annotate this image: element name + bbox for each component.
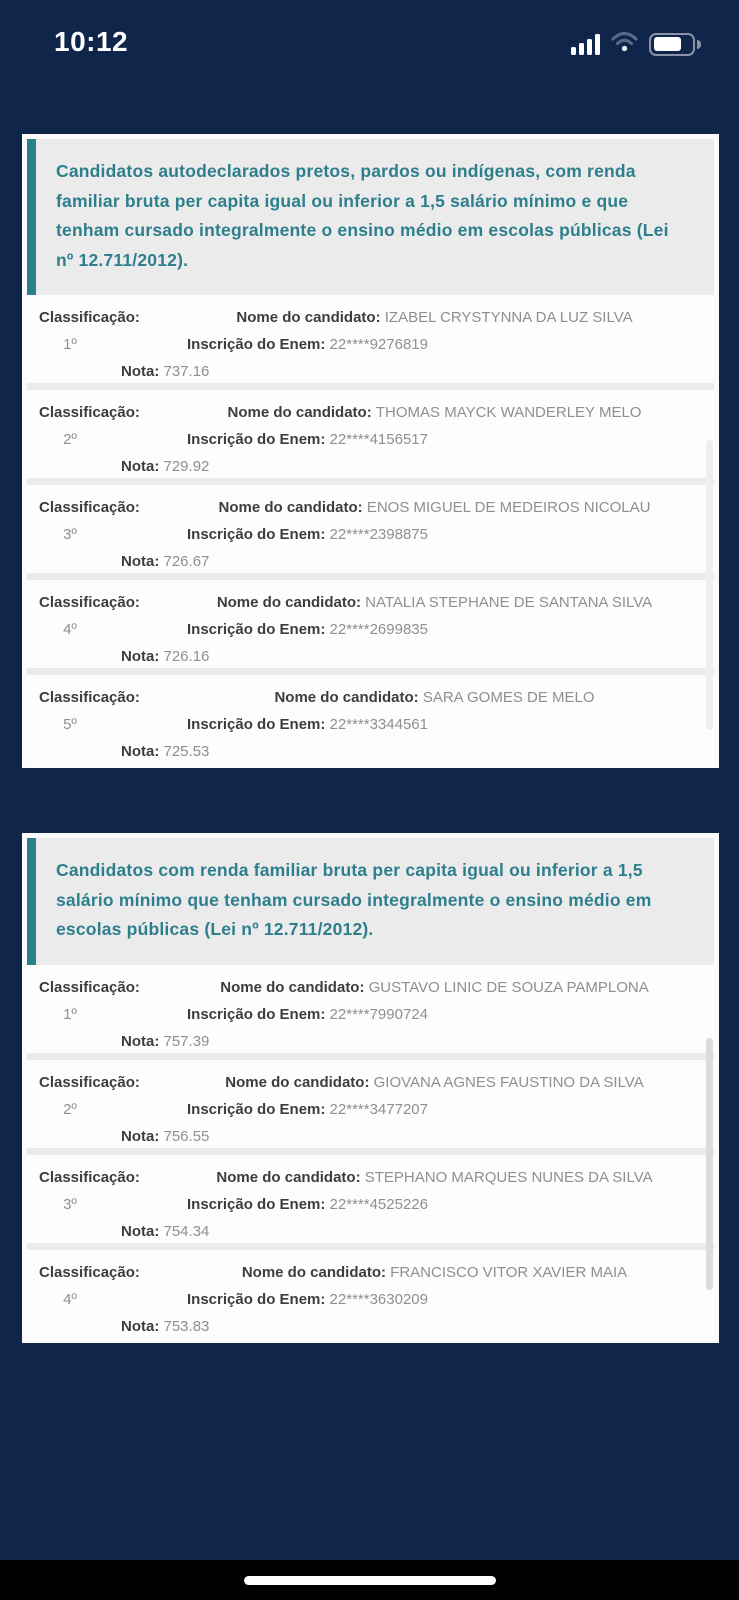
classification-value: 2º [63,431,77,448]
signal-strength-icon [571,34,600,55]
scrollbar-thumb[interactable] [706,440,713,730]
enem-registration: Inscrição do Enem: 22****2398875 [187,526,428,543]
classification-label: Classificação: [39,1263,140,1281]
candidate-name: Nome do candidato: ENOS MIGUEL DE MEDEIROS NICOLAU [218,499,651,516]
clock-time: 10:12 [54,26,129,57]
classification-value: 3º [63,526,77,543]
battery-icon [649,33,701,56]
classification-value: 2º [63,1100,77,1118]
enem-registration: Inscrição do Enem: 22****2699835 [187,621,428,638]
enem-registration: Inscrição do Enem: 22****7990724 [187,1005,428,1023]
candidate-name: Nome do candidato: IZABEL CRYSTYNNA DA LUZ SILVA [236,309,633,326]
enem-registration: Inscrição do Enem: 22****3630209 [187,1290,428,1308]
classification-value: 1º [63,1005,77,1023]
classification-label: Classificação: [39,689,140,706]
classification-value: 3º [63,1195,77,1213]
candidate-row [27,485,714,573]
candidate-name: Nome do candidato: GUSTAVO LINIC DE SOUZA PAMPLONA [220,978,649,996]
candidate-row [27,295,714,383]
enem-registration: Inscrição do Enem: 22****4525226 [187,1195,428,1213]
wifi-icon [611,31,638,57]
home-strip [0,1560,739,1600]
score: Nota: 754.34 [121,1222,210,1240]
candidate-name: Nome do candidato: THOMAS MAYCK WANDERLEY MELO [227,404,642,421]
candidate-row [27,580,714,668]
candidate-list [27,965,714,1338]
classification-label: Classificação: [39,309,140,326]
classification-label: Classificação: [39,594,140,611]
enem-registration: Inscrição do Enem: 22****4156517 [187,431,428,448]
candidate-row [27,1060,714,1148]
enem-registration: Inscrição do Enem: 22****3477207 [187,1100,428,1118]
candidate-name: Nome do candidato: GIOVANA AGNES FAUSTINO DA SILVA [225,1073,644,1091]
classification-label: Classificação: [39,499,140,516]
candidate-list [27,295,714,763]
candidate-row [27,1250,714,1338]
score: Nota: 726.67 [121,553,210,570]
candidate-row [27,390,714,478]
candidate-row [27,1155,714,1243]
score: Nota: 737.16 [121,363,210,380]
score: Nota: 725.53 [121,743,210,760]
quota-category-heading: Candidatos com renda familiar bruta per capita igual ou inferior a 1,5 salário mínimo que tenham cursado integralmente o ensino médio em escolas públicas (Lei nº 12.711/2012). [27,838,714,965]
quota-category-heading: Candidatos autodeclarados pretos, pardos ou indígenas, com renda familiar bruta per capita igual ou inferior a 1,5 salário mínimo e que tenham cursado integralmente o ensino médio em escolas públicas (Lei nº 12.711/2012). [27,139,714,295]
score: Nota: 726.16 [121,648,210,665]
candidate-name: Nome do candidato: SARA GOMES DE MELO [274,689,595,706]
scrollbar-thumb[interactable] [706,1038,713,1290]
quota-card-renda [22,833,719,1343]
score: Nota: 756.55 [121,1127,210,1145]
classification-label: Classificação: [39,404,140,421]
score: Nota: 729.92 [121,458,210,475]
classification-value: 4º [63,1290,77,1308]
candidate-row [27,675,714,763]
candidate-name: Nome do candidato: STEPHANO MARQUES NUNES DA SILVA [216,1168,653,1186]
score: Nota: 753.83 [121,1317,210,1335]
quota-card-ppi [22,134,719,768]
classification-value: 4º [63,621,77,638]
enem-registration: Inscrição do Enem: 22****3344561 [187,716,428,733]
score: Nota: 757.39 [121,1032,210,1050]
classification-label: Classificação: [39,978,140,996]
classification-value: 5º [63,716,77,733]
enem-registration: Inscrição do Enem: 22****9276819 [187,336,428,353]
candidate-name: Nome do candidato: FRANCISCO VITOR XAVIER MAIA [241,1263,628,1281]
classification-value: 1º [63,336,77,353]
classification-label: Classificação: [39,1168,140,1186]
status-bar [0,0,739,72]
classification-label: Classificação: [39,1073,140,1091]
candidate-row [27,965,714,1053]
home-indicator[interactable] [244,1576,496,1585]
candidate-name: Nome do candidato: NATALIA STEPHANE DE SANTANA SILVA [216,594,653,611]
